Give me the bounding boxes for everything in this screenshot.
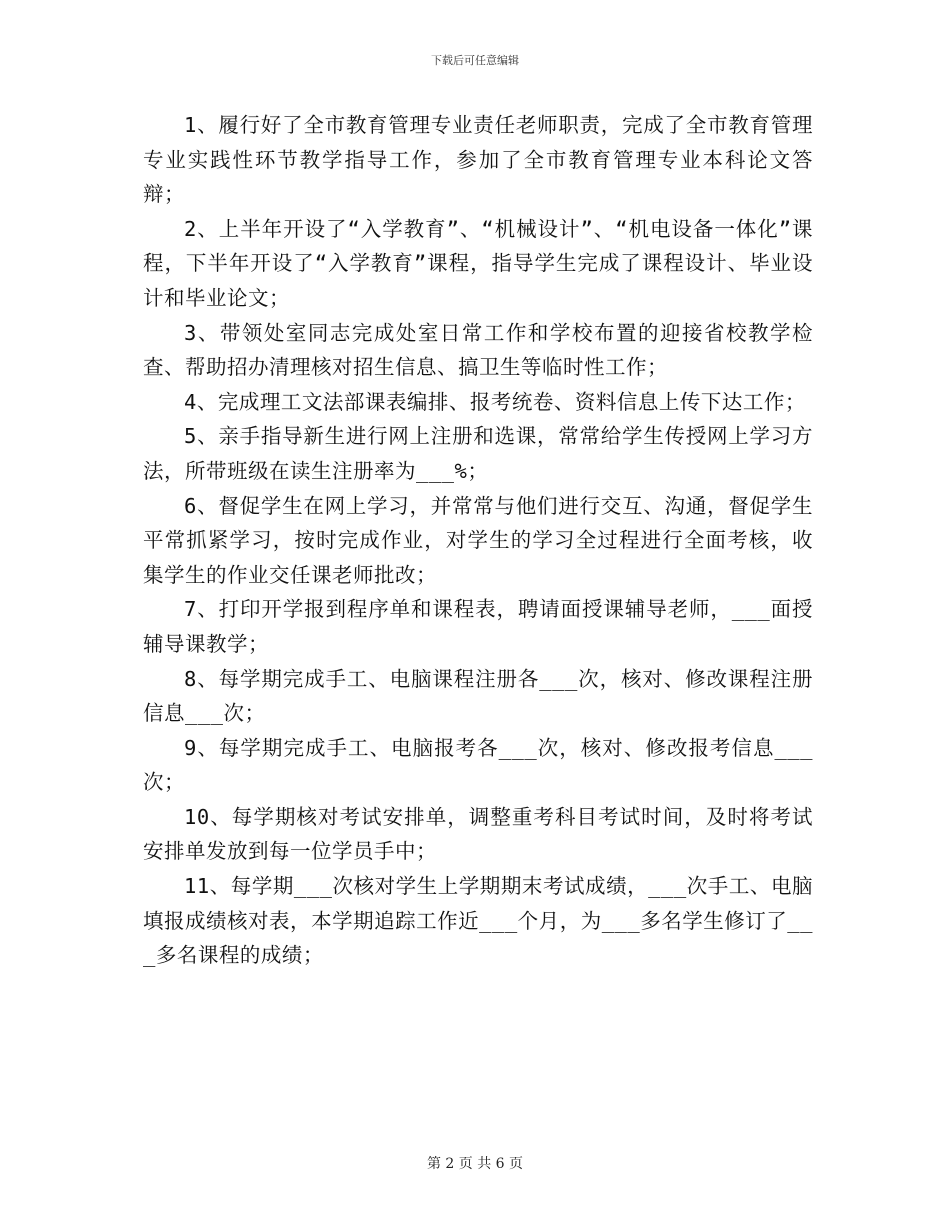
- paragraph-1: 1、履行好了全市教育管理专业责任老师职责，完成了全市教育管理专业实践性环节教学指导工作，参加了全市教育管理专业本科论文答辩；: [143, 113, 813, 207]
- paragraph-5: 5、亲手指导新生进行网上注册和选课，常常给学生传授网上学习方法，所带班级在读生注册率为___%；: [143, 424, 813, 483]
- paragraph-4: 4、完成理工文法部课表编排、报考统卷、资料信息上传下达工作；: [184, 389, 806, 414]
- paragraph-10: 10、每学期核对考试安排单，调整重考科目考试时间，及时将考试安排单发放到每一位学员手中；: [143, 804, 813, 864]
- document-body: [143, 108, 813, 973]
- page-header-note: 下载后可任意编辑: [431, 54, 519, 67]
- paragraph-2: 2、上半年开设了“入学教育”、“机械设计”、“机电设备一体化”课程，下半年开设了“入学教育”课程，指导学生完成了课程设计、毕业设计和毕业论文；: [143, 216, 813, 310]
- paragraph-9: 9、每学期完成手工、电脑报考各___次，核对、修改报考信息___次；: [143, 735, 813, 795]
- page-number-footer: 第 2 页 共 6 页: [426, 1156, 524, 1172]
- paragraph-11: 11、每学期___次核对学生上学期期末考试成绩，___次手工、电脑填报成绩核对表，本学期追踪工作近___个月，为___多名学生修订了___多名课程的成绩；: [143, 874, 813, 968]
- paragraph-7: 7、打印开学报到程序单和课程表，聘请面授课辅导老师，___面授辅导课教学；: [143, 597, 813, 656]
- paragraph-6: 6、督促学生在网上学习，并常常与他们进行交互、沟通，督促学生平常抓紧学习，按时完成作业，对学生的学习全过程进行全面考核，收集学生的作业交任课老师批改；: [143, 493, 813, 587]
- paragraph-8: 8、每学期完成手工、电脑课程注册各___次，核对、修改课程注册信息___次；: [143, 666, 813, 726]
- paragraph-3: 3、带领处室同志完成处室日常工作和学校布置的迎接省校教学检查、帮助招办清理核对招生信息、搞卫生等临时性工作；: [143, 320, 813, 380]
